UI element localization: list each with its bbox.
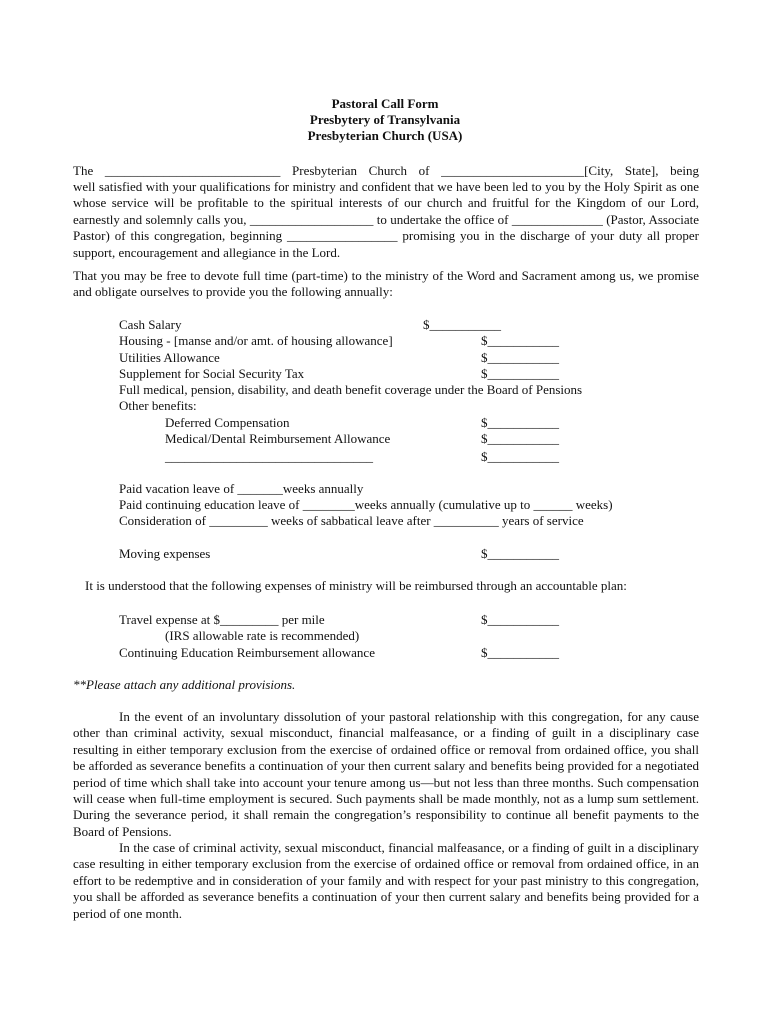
denomination-name: Presbyterian Church (USA)	[307, 128, 463, 143]
housing-amount: $___________	[481, 333, 559, 348]
cont-ed-reimb-amount: $___________	[481, 645, 559, 660]
attach-provisions-note: **Please attach any additional provisions.	[73, 677, 296, 692]
cash-salary-amount: $___________	[423, 317, 501, 332]
presbytery-name: Presbytery of Transylvania	[309, 112, 461, 127]
sabbatical-leave: Consideration of _________ weeks of sabbatical leave after __________ years of service	[119, 513, 584, 528]
moving-expenses-label: Moving expenses	[119, 546, 211, 561]
severance-paragraph-1: In the event of an involuntary dissolution of your pastoral relationship with this congregation, for any cause other than criminal activity, sexual misconduct, financial malfeasance, or a finding of guilt in a disciplinary case resulting in either temporary exclusion from the exercise of ordained office or removal from ordained office, you shall be afforded as severance benefits a continuation of your then current salary and benefits being provided for a negotiated period of time which shall take into account your tenure among us—but not less than three months. Such compensation will cease when full-time employment is secured. Such payments shall be made monthly, not as a lump sum settlement. During the severance period, it shall remain the congregation’s responsibility to continue all benefit payments to the Board of Pensions.	[73, 709, 699, 839]
cash-salary-label: Cash Salary	[119, 317, 182, 332]
utilities-label: Utilities Allowance	[119, 350, 220, 365]
ss-tax-label: Supplement for Social Security Tax	[119, 366, 305, 381]
devote-paragraph: That you may be free to devote full time (part-time) to the ministry of the Word and Sacrament among us, we promise and obligate ourselves to provide you the following annually:	[73, 268, 699, 300]
med-dental-label: Medical/Dental Reimbursement Allowance	[165, 431, 391, 446]
utilities-amount: $___________	[481, 350, 559, 365]
continuing-ed-leave: Paid continuing education leave of ________weeks annually (cumulative up to ______ weeks)	[119, 497, 613, 512]
cont-ed-reimb-label: Continuing Education Reimbursement allowance	[119, 645, 375, 660]
reimbursed-intro: It is understood that the following expenses of ministry will be reimbursed through an accountable plan:	[85, 578, 627, 593]
travel-expense-label: Travel expense at $_________ per mile	[119, 612, 325, 627]
blank-benefit-label: ________________________________	[165, 449, 373, 464]
travel-expense-amount: $___________	[481, 612, 559, 627]
form-title: Pastoral Call Form	[331, 96, 439, 111]
intro-paragraph: well satisfied with your qualifications for ministry and confident that we have been led to you by the Holy Spirit as one whose service will be profitable to the spiritual interests of our church and fruitful for the Kingdom of our Lord, earnestly and solemnly calls you, ___________________ to undertake the office of ______________ (Pastor, Associate Pastor) of this congregation, beginning _________________ promising you in the discharge of your duty all proper support, encouragement and allegiance in the Lord.	[73, 179, 699, 260]
other-benefits-label: Other benefits:	[119, 398, 197, 413]
med-dental-amount: $___________	[481, 431, 559, 446]
vacation-leave: Paid vacation leave of _______weeks annually	[119, 481, 364, 496]
severance-paragraph-2: In the case of criminal activity, sexual misconduct, financial malfeasance, or a finding of guilt in a disciplinary case resulting in either temporary exclusion from the exercise of ordained office or removal from ordained office, in an effort to be redemptive and in consideration of your family and with respect for your past ministry to this congregation, you shall be afforded as severance benefits a continuation of your then current salary and benefits being provided for a period of one month.	[73, 840, 699, 921]
blank-benefit-amount: $___________	[481, 449, 559, 464]
deferred-comp-label: Deferred Compensation	[165, 415, 290, 430]
moving-expenses-amount: $___________	[481, 546, 559, 561]
ss-tax-amount: $___________	[481, 366, 559, 381]
deferred-comp-amount: $___________	[481, 415, 559, 430]
irs-rate-note: (IRS allowable rate is recommended)	[165, 628, 360, 643]
intro-first-line: The ___________________________ Presbyterian Church of ______________________[City, State], being	[73, 163, 699, 178]
medical-coverage: Full medical, pension, disability, and death benefit coverage under the Board of Pensions	[119, 382, 583, 397]
housing-label: Housing - [manse and/or amt. of housing allowance]	[119, 333, 393, 348]
